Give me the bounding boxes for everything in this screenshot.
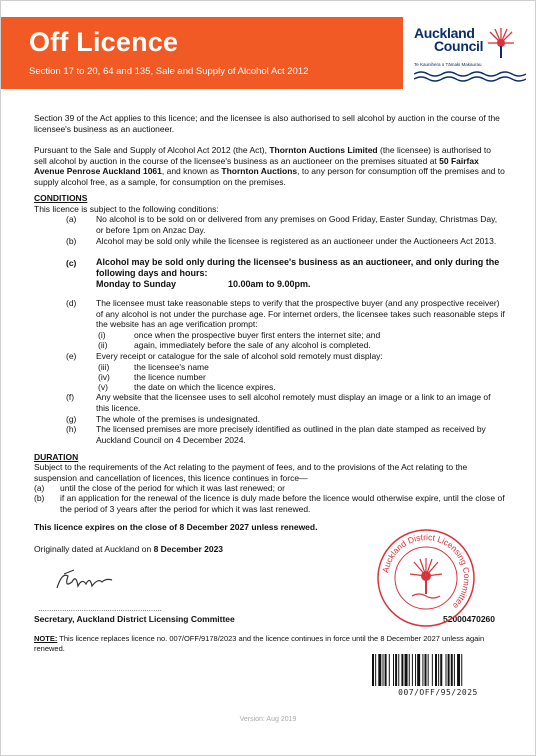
signature-line: ………………………………………………… [38, 606, 162, 613]
condition-a-label: (a) [66, 214, 77, 224]
document-subtitle: Section 17 to 20, 64 and 135, Sale and Supply of Alcohol Act 2012 [29, 66, 309, 77]
waves-icon [414, 70, 526, 84]
barcode-bar [395, 654, 397, 686]
premises-address: 50 Fairfax Avenue Penrose Auckland 1061 [34, 155, 479, 177]
intro-p2-c: , and known as [161, 166, 222, 177]
duration-b-text: if an application for the renewal of the licence is duly made before the licence would otherwise expire, until the close of the period of 3 years after the period for which it was last renewed. [60, 493, 505, 514]
seal-icon [376, 528, 476, 628]
barcode-bar [401, 654, 403, 686]
logo-line2: Council [434, 38, 484, 54]
known-as-name: Thornton Auctions [221, 166, 298, 177]
conditions-heading: CONDITIONS [34, 193, 88, 203]
condition-e-v-text: the date on which the licence expires. [134, 382, 276, 392]
condition-h-text: The licensed premises are more precisely identified as outlined in the plan date stamped as received by Auckland Council on 4 December 2024. [96, 424, 486, 445]
pohutukawa-icon [486, 26, 516, 60]
condition-g-label: (g) [66, 414, 77, 424]
barcode-bar [461, 654, 462, 686]
duration-b-label: (b) [34, 493, 45, 503]
note [34, 634, 506, 654]
version-label: Version: Aug 2019 [239, 716, 297, 723]
title-banner [1, 17, 403, 89]
barcode-bar [440, 654, 442, 686]
barcode-bar [405, 654, 408, 686]
barcode-bar [372, 654, 374, 686]
condition-b-label: (b) [66, 236, 77, 246]
auckland-council-logo [414, 26, 526, 84]
barcode-bar [428, 654, 429, 686]
expiry-statement: This licence expires on the close of 8 December 2027 unless renewed. [34, 522, 318, 532]
intro-paragraph-1: Section 39 of the Act applies to this licence; and the licensee is also authorised to sell alcohol by auction in the course of the licensee's business as an auctioneer. [34, 113, 500, 134]
condition-e-iv-text: the licence number [134, 372, 206, 382]
intro-p2-b: (the licensee) is authorised to sell alcohol by auction in the course of the licensee's business as an auctioneer on the premises situated at [34, 145, 492, 166]
barcode-bar [435, 654, 437, 686]
barcode-bar [457, 654, 460, 686]
conditions-lead: This licence is subject to the following conditions: [34, 204, 219, 214]
duration-a-label: (a) [34, 483, 45, 493]
intro-p2-a: Pursuant to the Sale and Supply of Alcohol Act 2012 (the Act), [34, 145, 270, 155]
logo-line1: Auckland [414, 25, 475, 41]
duration-heading: DURATION [34, 452, 79, 462]
barcode-bar [412, 654, 413, 686]
condition-g-text: The whole of the premises is undesignated. [96, 414, 260, 424]
barcode-bar [446, 654, 447, 686]
condition-c-hours: 10.00am to 9.00pm. [228, 279, 311, 289]
condition-e-text: Every receipt or catalogue for the sale of alcohol sold remotely must display: [96, 351, 383, 361]
intro-paragraph-2 [34, 145, 506, 187]
committee-seal [376, 528, 476, 633]
barcode-bar [409, 654, 410, 686]
original-date-line [34, 544, 223, 555]
condition-c-text: Alcohol may be sold only during the licensee's business as an auctioneer, and only during the following days and hours: [96, 257, 500, 278]
barcode-bar [422, 654, 423, 686]
dated-date: 8 December 2023 [153, 544, 224, 554]
barcode-bar [398, 654, 399, 686]
dated-prefix: Originally dated at Auckland on [34, 544, 154, 554]
barcode-bar [417, 654, 420, 686]
condition-e-iii-label: (iii) [98, 362, 110, 372]
barcode-bar [451, 654, 453, 686]
barcode-bar [378, 654, 381, 686]
barcode-bar [415, 654, 416, 686]
condition-c-days: Monday to Sunday [96, 279, 177, 289]
duration-lead: Subject to the requirements of the Act relating to the payment of fees, and to the provisions of the Act relating to the suspension and cancellation of licences, this licence continues in force— [34, 462, 468, 483]
barcode-bar [375, 654, 376, 686]
condition-d-i-label: (i) [98, 330, 106, 340]
barcode-bar [383, 654, 384, 686]
logo-tagline: Te Kaunihera o Tāmaki Makaurau [414, 62, 482, 67]
barcode [372, 654, 504, 686]
barcode-bar [385, 654, 387, 686]
condition-b-text: Alcohol may be sold only while the licensee is registered as an auctioneer under the Auctioneers Act 2013. [96, 236, 497, 246]
condition-d-ii-text: again, immediately before the sale of any alcohol is completed. [134, 340, 371, 350]
signatory-title: Secretary, Auckland District Licensing Committee [34, 614, 235, 624]
barcode-bar [389, 654, 390, 686]
condition-d-i-text: once when the prospective buyer first enters the internet site; and [134, 330, 381, 340]
note-text: This licence replaces licence no. 007/OFF/9178/2023 and the licence continues in force until the 8 December 2027 unless again renewed. [34, 634, 485, 653]
condition-f-text: Any website that the licensee uses to sell alcohol remotely must display an image or a link to an image of this licence. [96, 392, 491, 413]
barcode-bar [393, 654, 394, 686]
intro-p2-d: , to any person for consumption off the premises and to supply alcohol free, as a sample, for consumption on the premises. [34, 166, 505, 187]
barcode-bar [432, 654, 433, 686]
condition-d-label: (d) [66, 298, 77, 308]
condition-d-ii-label: (ii) [98, 340, 108, 350]
condition-c-label: (c) [66, 258, 77, 268]
barcode-bar [425, 654, 427, 686]
document-title: Off Licence [29, 27, 179, 57]
signature-icon [54, 566, 124, 596]
licensee-name: Thornton Auctions Limited [269, 145, 378, 155]
barcode-bar [454, 654, 455, 686]
barcode-bar [448, 654, 450, 686]
licence-reference-number: 52000470260 [443, 614, 496, 624]
condition-d-text: The licensee must take reasonable steps to verify that the prospective buyer (and any prospective receiver) of any alcohol is not under the purchase age. For internet orders, the licensee takes such reasonable steps if the website has an age verification prompt: [96, 298, 505, 330]
condition-f-label: (f) [66, 392, 75, 402]
barcode-bar [438, 654, 439, 686]
seal-text: Auckland District Licensing Committee [380, 531, 473, 612]
note-label: NOTE: [34, 634, 58, 643]
barcode-number: 007/OFF/95/2025 [398, 688, 478, 697]
condition-e-iv-label: (iv) [98, 372, 110, 382]
condition-e-label: (e) [66, 351, 77, 361]
condition-e-v-label: (v) [98, 382, 108, 392]
condition-e-iii-text: the licensee's name [134, 362, 209, 372]
duration-a-text: until the close of the period for which it was last renewed; or [60, 483, 285, 493]
condition-h-label: (h) [66, 424, 77, 434]
condition-a-text: No alcohol is to be sold on or delivered from any premises on Good Friday, Easter Sunday, Christmas Day, or before 1pm on Anzac Day. [96, 214, 498, 235]
